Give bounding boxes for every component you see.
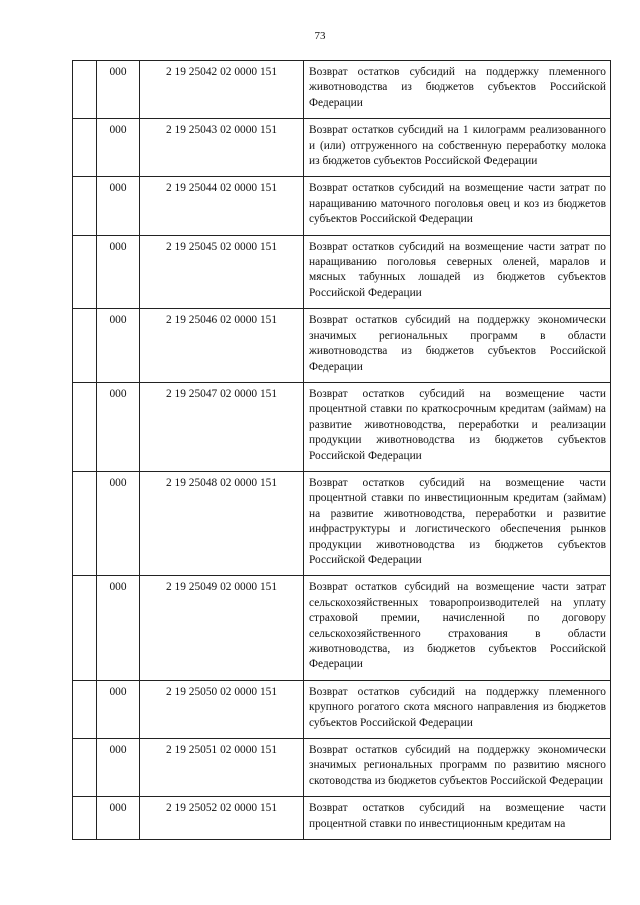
revenue-name-cell: Возврат остатков субсидий на возмещение части процентной ставки по инвестиционным кредитам (займам) на развитие животноводства, переработки и развитие инфраструктуры и логистического обеспечения рынков продукции животноводства из бюджетов субъектов Российской Федерации (304, 471, 611, 575)
revenue-code-cell: 2 19 25042 02 0000 151 (140, 61, 304, 119)
revenue-code-cell: 2 19 25045 02 0000 151 (140, 235, 304, 309)
revenue-name-cell: Возврат остатков субсидий на возмещение части процентной ставки по инвестиционным кредитам на (304, 797, 611, 840)
admin-code-cell: 000 (97, 235, 140, 309)
table-row (73, 235, 611, 309)
empty-cell (73, 471, 97, 575)
table-row (73, 309, 611, 383)
revenue-code-cell: 2 19 25052 02 0000 151 (140, 797, 304, 840)
table-row (73, 680, 611, 738)
revenue-name-cell: Возврат остатков субсидий на поддержку экономически значимых региональных программ по развитию мясного скотоводства из бюджетов субъектов Российской Федерации (304, 739, 611, 797)
admin-code-cell: 000 (97, 576, 140, 680)
revenue-name-cell: Возврат остатков субсидий на поддержку племенного крупного рогатого скота мясного направления из бюджетов субъектов Российской Федерации (304, 680, 611, 738)
revenue-code-cell: 2 19 25044 02 0000 151 (140, 177, 304, 235)
empty-cell (73, 177, 97, 235)
empty-cell (73, 382, 97, 471)
empty-cell (73, 61, 97, 119)
admin-code-cell: 000 (97, 680, 140, 738)
empty-cell (73, 235, 97, 309)
empty-cell (73, 119, 97, 177)
table-row (73, 797, 611, 840)
revenue-name-cell: Возврат остатков субсидий на поддержку экономически значимых региональных программ в области животноводства из бюджетов субъектов Российской Федерации (304, 309, 611, 383)
admin-code-cell: 000 (97, 471, 140, 575)
table-row (73, 177, 611, 235)
admin-code-cell: 000 (97, 797, 140, 840)
revenue-code-cell: 2 19 25046 02 0000 151 (140, 309, 304, 383)
empty-cell (73, 680, 97, 738)
admin-code-cell: 000 (97, 177, 140, 235)
empty-cell (73, 576, 97, 680)
revenue-code-cell: 2 19 25048 02 0000 151 (140, 471, 304, 575)
revenue-code-cell: 2 19 25051 02 0000 151 (140, 739, 304, 797)
admin-code-cell: 000 (97, 309, 140, 383)
admin-code-cell: 000 (97, 739, 140, 797)
revenue-name-cell: Возврат остатков субсидий на возмещение части процентной ставки по краткосрочным кредитам (займам) на развитие животноводства, переработки и реализации продукции животноводства из бюджетов субъектов Российской Федерации (304, 382, 611, 471)
empty-cell (73, 309, 97, 383)
revenue-name-cell: Возврат остатков субсидий на возмещение части затрат по наращиванию поголовья северных оленей, маралов и мясных табунных лошадей из бюджетов субъектов Российской Федерации (304, 235, 611, 309)
revenue-code-cell: 2 19 25047 02 0000 151 (140, 382, 304, 471)
table-row (73, 739, 611, 797)
admin-code-cell: 000 (97, 382, 140, 471)
revenue-code-cell: 2 19 25050 02 0000 151 (140, 680, 304, 738)
revenue-name-cell: Возврат остатков субсидий на поддержку племенного животноводства из бюджетов субъектов Российской Федерации (304, 61, 611, 119)
revenue-name-cell: Возврат остатков субсидий на возмещение части затрат по наращиванию маточного поголовья овец и коз из бюджетов субъектов Российской Федерации (304, 177, 611, 235)
table-row (73, 382, 611, 471)
table-row (73, 119, 611, 177)
revenue-code-cell: 2 19 25043 02 0000 151 (140, 119, 304, 177)
revenue-name-cell: Возврат остатков субсидий на 1 килограмм реализованного и (или) отгруженного на собственную переработку молока из бюджетов субъектов Российской Федерации (304, 119, 611, 177)
table-row (73, 471, 611, 575)
page-number: 73 (314, 30, 326, 42)
table-row (73, 61, 611, 119)
revenue-code-cell: 2 19 25049 02 0000 151 (140, 576, 304, 680)
admin-code-cell: 000 (97, 61, 140, 119)
empty-cell (73, 797, 97, 840)
revenue-name-cell: Возврат остатков субсидий на возмещение части затрат сельскохозяйственных товаропроизводителей на уплату страховой премии, начисленной по договору сельскохозяйственного страхования в области животноводства, из бюджетов субъектов Российской Федерации (304, 576, 611, 680)
budget-classification-table (72, 60, 611, 840)
empty-cell (73, 739, 97, 797)
table-row (73, 576, 611, 680)
admin-code-cell: 000 (97, 119, 140, 177)
